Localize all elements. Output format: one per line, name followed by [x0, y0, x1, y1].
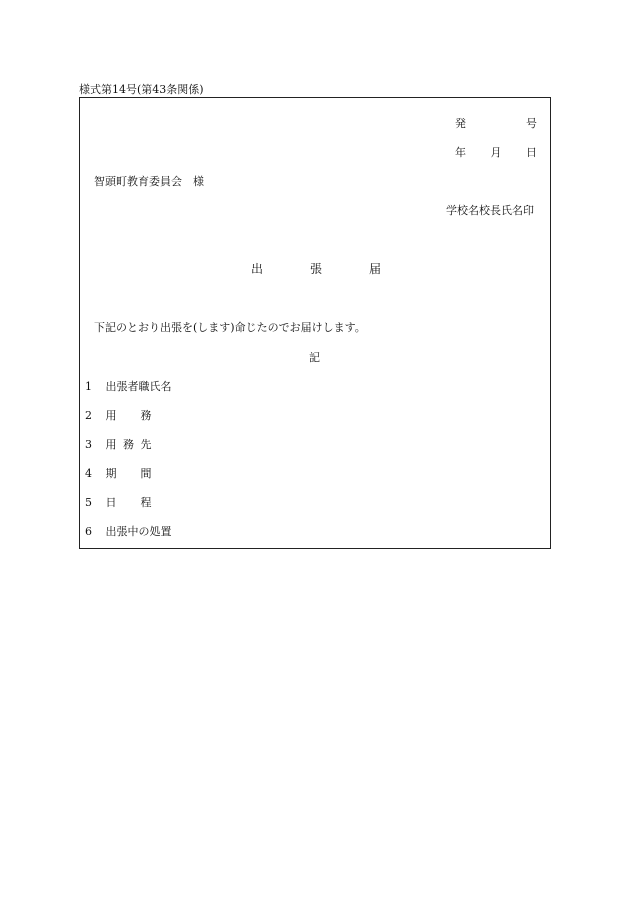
date-row	[455, 144, 537, 160]
item-label: 出張中の処置	[105, 525, 172, 538]
item-number: 2	[85, 409, 92, 422]
issue-number-row	[455, 115, 537, 131]
item-number: 3	[85, 438, 92, 451]
item-label-char: 間	[140, 467, 152, 480]
item-label	[106, 407, 152, 423]
body-text: 下記のとおり出張を(します)命じたのでお届けします。	[94, 321, 366, 334]
item-label-char: 務	[123, 438, 134, 451]
list-item	[85, 465, 152, 481]
document-title	[251, 260, 381, 277]
item-label-char: 期	[105, 467, 117, 480]
ki-heading: 記	[309, 351, 320, 364]
date-year: 年	[455, 146, 466, 159]
title-char: 届	[368, 262, 381, 276]
item-label-char: 日	[105, 496, 117, 509]
date-month: 月	[490, 146, 502, 159]
form-number: 様式第14号(第43条関係)	[79, 83, 204, 96]
date-day: 日	[526, 146, 537, 159]
title-char: 張	[309, 262, 322, 276]
list-item	[85, 523, 172, 539]
item-label-char: 用	[105, 409, 117, 422]
issue-label: 発	[455, 117, 466, 130]
list-item	[85, 378, 172, 394]
list-item	[85, 436, 152, 452]
list-item	[85, 407, 152, 423]
item-label-char: 用	[105, 438, 117, 451]
title-char: 出	[251, 262, 264, 276]
item-label-char: 程	[140, 496, 152, 509]
item-label	[106, 494, 152, 510]
item-label-char: 先	[140, 438, 152, 451]
form-box	[79, 97, 551, 549]
item-label	[106, 465, 152, 481]
item-number: 1	[85, 380, 92, 393]
item-label-char: 務	[140, 409, 152, 422]
issue-suffix: 号	[526, 117, 537, 130]
addressee: 智頭町教育委員会 様	[94, 175, 204, 188]
sender: 学校名校長氏名印	[446, 204, 534, 217]
item-number: 5	[85, 496, 92, 509]
item-number: 6	[85, 525, 92, 538]
item-label	[106, 436, 152, 452]
item-label: 出張者職氏名	[105, 380, 172, 393]
list-item	[85, 494, 152, 510]
item-number: 4	[85, 467, 92, 480]
